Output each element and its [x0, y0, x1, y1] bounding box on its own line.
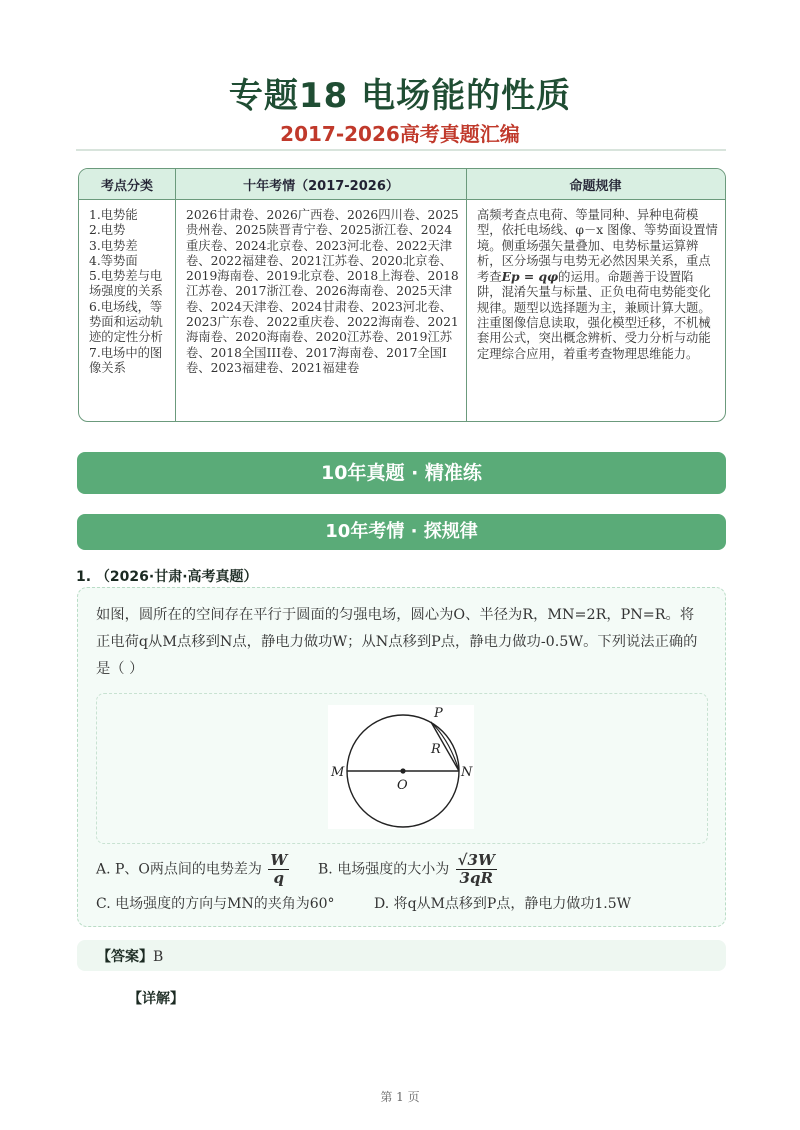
- option-a-numerator: W: [270, 851, 288, 869]
- header-topic: 考点分类: [79, 169, 176, 199]
- answer-line: [97, 946, 163, 966]
- exams-cell: 2026甘肃卷、2026广西卷、2026四川卷、2025贵州卷、2025陕晋青宁卷、2025浙江卷、2024重庆卷、2024北京卷、2023河北卷、2022天津卷、2022福建卷、2021江苏卷、2020北京卷、2019海南卷、2019北京卷、2018上海卷、2018江苏卷、2017浙江卷、2026海南卷、2025天津卷、2024天津卷、2024甘肃卷、2023河北卷、2023广东卷、2022重庆卷、2022海南卷、2021海南卷、2020海南卷、2020江苏卷、2019江苏卷、2018全国III卷、2017海南卷、2017全国I卷、2023福建卷、2021福建卷: [176, 200, 467, 422]
- circle-diagram: [328, 705, 474, 829]
- option-c[interactable]: C. 电场强度的方向与MN的夹角为60°: [96, 896, 335, 912]
- option-a-denominator: q: [273, 869, 285, 887]
- overview-table: [78, 168, 726, 422]
- option-b-fraction: [456, 852, 497, 887]
- label-n: N: [461, 765, 473, 780]
- topic-cell: [79, 200, 176, 422]
- trend-banner: 10年考情 · 探规律: [77, 514, 726, 550]
- center-point: [400, 768, 405, 773]
- answer-value: B: [153, 949, 164, 965]
- label-p: P: [434, 706, 443, 721]
- detail-label: 【详解】: [128, 991, 184, 1007]
- page-number: 第 1 页: [380, 1090, 420, 1104]
- question-heading: 1. （2026·甘肃·高考真题）: [76, 569, 258, 585]
- option-b-denominator: 3qR: [459, 869, 493, 887]
- circle-figure: [328, 705, 474, 829]
- option-b[interactable]: [318, 852, 497, 887]
- header-exams: 十年考情（2017-2026）: [176, 169, 467, 199]
- option-a[interactable]: [96, 852, 289, 887]
- answer-label: 【答案】: [97, 949, 153, 965]
- table-header-row: [79, 169, 725, 200]
- header-rules: 命题规律: [569, 178, 622, 194]
- option-d[interactable]: D. 将q从M点移到P点，静电力做功1.5W: [374, 896, 631, 912]
- label-o: O: [397, 778, 408, 793]
- rules-text-1: 高频考查点电荷、等量同种、异种电荷模型，依托电场线、φ－x 图像、等势面设置情境。侧重场强矢量叠加、电势标量运算辨析，区分场强与电势无必然因果关系，重点考查: [477, 208, 718, 285]
- option-b-numerator: √3W: [457, 851, 495, 869]
- title-divider: [76, 149, 726, 151]
- answer-box: [77, 940, 726, 971]
- option-a-fraction: [268, 852, 289, 887]
- page-title: 专题18 电场能的性质: [228, 76, 572, 116]
- rules-text-2: 的运用。命题善于设置陷阱，混淆矢量与标量、正负电荷电势能变化规律。题型以选择题为主，兼顾计算大题。注重图像信息读取，强化模型迁移，不机械套用公式，突出概念辨析、受力分析与动能定理综合应用，着重考查物理思维能力。: [477, 270, 711, 361]
- label-r: R: [431, 742, 441, 757]
- rules-formula: Ep = qφ: [501, 269, 559, 285]
- question-stem: 如图，圆所在的空间存在平行于圆面的匀强电场，圆心为O、半径为R，MN=2R，PN=R。将正电荷q从M点移到N点，静电力做功W；从N点移到P点，静电力做功-0.5W。下列说法正确的是（ ）: [96, 607, 698, 677]
- rules-cell: [467, 200, 724, 422]
- label-m: M: [331, 765, 345, 780]
- table-body-row: [79, 200, 725, 422]
- topic-list: 1.电势能 2.电势 3.电势差 4.等势面 5.电势差与电场强度的关系 6.电场线，等势面和运动轨迹的定性分析 7.电场中的图像关系: [89, 208, 163, 375]
- page-subtitle: 2017-2026高考真题汇编: [280, 122, 520, 146]
- option-a-text: A. P、O两点间的电势差为: [96, 861, 262, 878]
- option-b-text: B. 电场强度的大小为: [318, 861, 450, 878]
- practice-banner: 10年真题 · 精准练: [77, 452, 726, 494]
